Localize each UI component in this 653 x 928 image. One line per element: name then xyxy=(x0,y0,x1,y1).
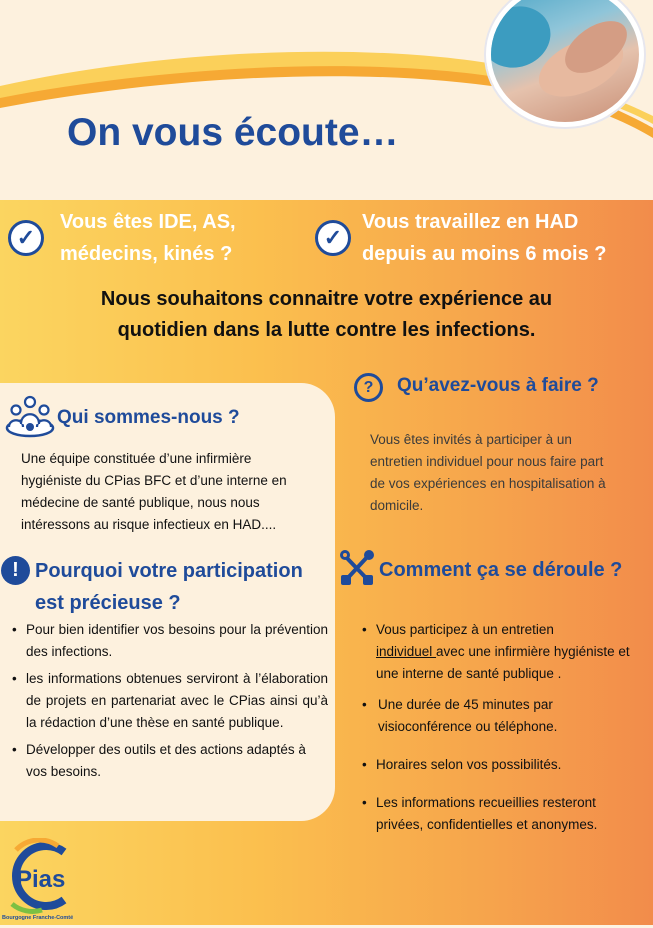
list-item: • Une durée de 45 minutes par visioconférence ou téléphone. xyxy=(362,697,558,734)
exclamation-icon: ! xyxy=(1,556,30,585)
list-item: • Les informations recueillies resteront privées, confidentielles et anonymes. xyxy=(362,795,598,832)
criterion-2-line2: depuis au moins 6 mois ? xyxy=(362,243,607,265)
question-icon: ? xyxy=(354,373,383,402)
why-bullet-text: Développer des outils et des actions adaptés à vos besoins. xyxy=(26,742,306,779)
criterion-1 xyxy=(60,206,236,270)
who-line: intéressons au risque infectieux en HAD.... xyxy=(21,517,277,532)
how-heading: Comment ça se déroule ? xyxy=(379,559,623,581)
criterion-1-line2: médecins, kinés ? xyxy=(60,243,233,265)
intro-line1: Nous souhaitons connaitre votre expérience au xyxy=(100,288,553,310)
how-bullet-text: Les informations recueillies resteront privées, confidentielles et anonymes. xyxy=(376,795,598,832)
list-item: • Vous participez à un entretien individuel avec une infirmière hygiéniste et une interne de santé publique . xyxy=(362,622,630,681)
why-heading xyxy=(35,555,303,619)
what-line: de vos expériences en hospitalisation à xyxy=(370,476,606,491)
how-bullet-list xyxy=(362,619,637,836)
criterion-1-line1: Vous êtes IDE, AS, xyxy=(60,211,236,233)
why-bullet-text: Pour bien identifier vos besoins pour la prévention des infections. xyxy=(26,622,328,659)
list-item: • Pour bien identifier vos besoins pour la prévention des infections. xyxy=(12,622,328,659)
what-line: domicile. xyxy=(370,498,424,513)
why-bullet-list xyxy=(12,619,328,783)
criterion-2-line1: Vous travaillez en HAD xyxy=(362,211,579,233)
who-heading: Qui sommes-nous ? xyxy=(57,407,240,428)
check-icon: ✓ xyxy=(8,220,44,256)
logo-region: Bourgogne Franche-Comté xyxy=(2,915,74,921)
intro-line2: quotidien dans la lutte contre les infections. xyxy=(117,319,536,341)
what-heading: Qu’avez-vous à faire ? xyxy=(397,375,599,396)
logo-name: Pias xyxy=(16,866,66,893)
who-line: médecine de santé publique, nous nous xyxy=(21,495,260,510)
how-bullet-text: Vous participez à un entretien xyxy=(376,622,554,637)
criterion-2 xyxy=(362,206,607,270)
intro-statement xyxy=(0,284,653,346)
what-line: entretien individuel pour nous faire part xyxy=(370,454,604,469)
who-line: hygiéniste du CPias BFC et d’une interne en xyxy=(21,473,287,488)
check-icon: ✓ xyxy=(315,220,351,256)
what-line: Vous êtes invités à participer à un xyxy=(370,432,572,447)
what-text xyxy=(370,429,606,517)
list-item: • Développer des outils et des actions adaptés à vos besoins. xyxy=(12,742,306,779)
how-bullet-text: avec une infirmière hygiéniste et une interne de santé publique . xyxy=(376,644,630,681)
how-bullet-text: Une durée de 45 minutes par visioconférence ou téléphone. xyxy=(378,697,558,734)
underlined-text: individuel xyxy=(376,644,437,659)
cpias-logo xyxy=(2,838,80,923)
tools-icon xyxy=(339,549,375,587)
list-item: • les informations obtenues serviront à l’élaboration de projets en partenariat avec le CPias ainsi qu’à la rédaction d’une thèse en santé publique. xyxy=(12,671,328,730)
list-item: • Horaires selon vos possibilités. xyxy=(362,757,562,772)
why-heading-line1: Pourquoi votre participation xyxy=(35,560,303,582)
who-line: Une équipe constituée d’une infirmière xyxy=(21,451,252,466)
page-title: On vous écoute… xyxy=(67,111,399,154)
who-text xyxy=(21,448,287,536)
header-banner xyxy=(0,0,653,200)
why-heading-line2: est précieuse ? xyxy=(35,592,181,614)
team-icon xyxy=(5,394,55,438)
why-bullet-text: les informations obtenues serviront à l’élaboration de projets en partenariat avec le CPias ainsi qu’à la rédaction d’une thèse en santé publique. xyxy=(26,671,328,730)
how-bullet-text: Horaires selon vos possibilités. xyxy=(376,757,562,772)
